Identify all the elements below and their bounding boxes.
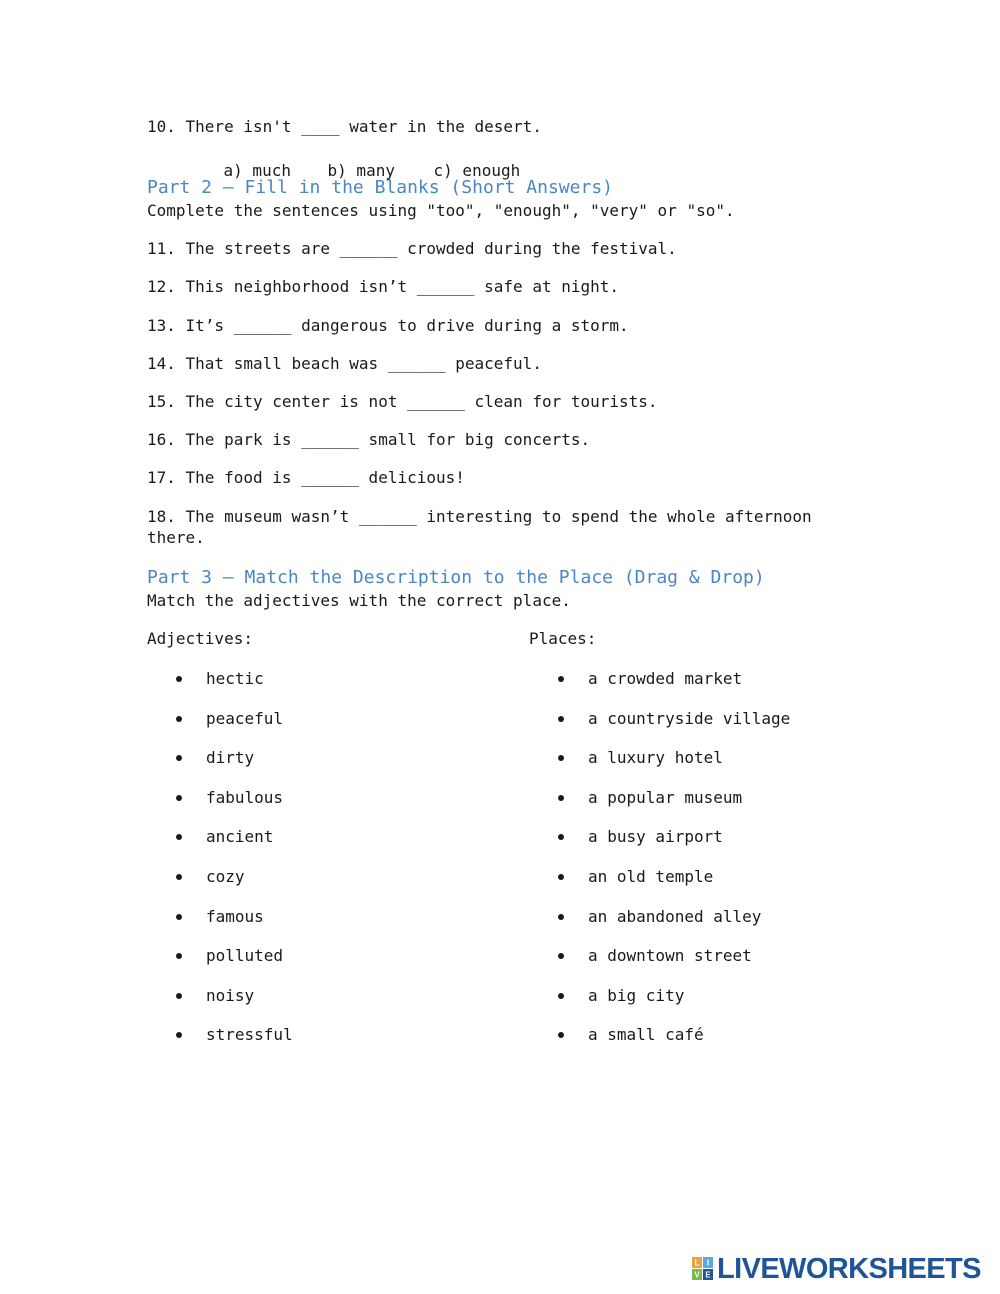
- logo-text: LIVEWORKSHEETS: [717, 1253, 981, 1285]
- adjective-text: fabulous: [206, 787, 284, 807]
- bullet-icon: [176, 993, 182, 999]
- svg-text:L: L: [694, 1258, 700, 1268]
- place-item[interactable]: [529, 945, 847, 985]
- adjective-item[interactable]: [147, 1024, 507, 1064]
- bullet-icon: [558, 1032, 564, 1038]
- adjective-item[interactable]: [147, 866, 507, 906]
- adjective-text: dirty: [206, 748, 255, 768]
- place-item[interactable]: [529, 668, 847, 708]
- bullet-icon: [558, 755, 564, 761]
- adjectives-label: Adjectives:: [147, 629, 253, 648]
- question-16: 16. The park is ______ small for big concerts.: [147, 430, 591, 449]
- option-c[interactable]: c) enough: [433, 161, 521, 180]
- bullet-icon: [558, 914, 564, 920]
- adjective-text: ancient: [206, 827, 274, 847]
- adjective-item[interactable]: [147, 985, 507, 1025]
- bullet-icon: [176, 676, 182, 682]
- bullet-icon: [558, 874, 564, 880]
- place-text: an old temple: [588, 866, 714, 886]
- worksheet-page: [147, 0, 847, 1294]
- place-item[interactable]: [529, 985, 847, 1025]
- question-12: 12. This neighborhood isn’t ______ safe at night.: [147, 277, 620, 296]
- place-text: a crowded market: [588, 669, 743, 688]
- question-14: 14. That small beach was ______ peaceful.: [147, 354, 542, 373]
- adjective-item[interactable]: [147, 668, 507, 708]
- place-item[interactable]: [529, 787, 847, 827]
- adjective-text: stressful: [206, 1025, 293, 1045]
- adjective-item[interactable]: [147, 906, 507, 946]
- bullet-icon: [558, 676, 564, 682]
- places-list: [529, 668, 847, 1064]
- place-text: a downtown street: [588, 946, 752, 966]
- adjective-text: peaceful: [206, 708, 284, 728]
- place-text: an abandoned alley: [588, 906, 762, 926]
- bullet-icon: [558, 716, 564, 722]
- adjective-item[interactable]: [147, 945, 507, 985]
- place-item[interactable]: [529, 747, 847, 787]
- places-label: Places:: [529, 629, 597, 648]
- adjective-item[interactable]: [147, 787, 507, 827]
- svg-text:E: E: [705, 1270, 711, 1280]
- bullet-icon: [176, 874, 182, 880]
- part-2-instruction: Complete the sentences using "too", "enough", "very" or "so".: [147, 201, 735, 220]
- adjective-text: cozy: [206, 866, 245, 886]
- bullet-icon: [176, 755, 182, 761]
- adjective-item[interactable]: [147, 708, 507, 748]
- question-18: 18. The museum wasn’t ______ interesting to spend the whole afternoon: [147, 507, 812, 526]
- place-text: a busy airport: [588, 827, 723, 847]
- bullet-icon: [176, 716, 182, 722]
- bullet-icon: [176, 1032, 182, 1038]
- place-text: a big city: [588, 985, 685, 1005]
- place-item[interactable]: [529, 1024, 847, 1064]
- place-item[interactable]: [529, 708, 847, 748]
- question-17: 17. The food is ______ delicious!: [147, 468, 465, 487]
- adjective-text: noisy: [206, 985, 255, 1005]
- bullet-icon: [558, 795, 564, 801]
- adjective-item[interactable]: [147, 826, 507, 866]
- adjective-text: famous: [206, 906, 264, 926]
- place-text: a small café: [588, 1025, 704, 1045]
- bullet-icon: [558, 953, 564, 959]
- bullet-icon: [558, 834, 564, 840]
- bullet-icon: [176, 914, 182, 920]
- option-a[interactable]: a) much: [223, 161, 291, 180]
- bullet-icon: [176, 953, 182, 959]
- svg-text:I: I: [706, 1258, 710, 1268]
- place-text: a luxury hotel: [588, 748, 723, 768]
- place-item[interactable]: [529, 826, 847, 866]
- place-text: a popular museum: [588, 787, 743, 807]
- part-3-heading: Part 3 – Match the Description to the Place (Drag & Drop): [147, 567, 765, 588]
- bullet-icon: [558, 993, 564, 999]
- bullet-icon: [176, 834, 182, 840]
- question-18-continued: there.: [147, 528, 205, 547]
- adjective-text: hectic: [206, 669, 264, 688]
- question-13: 13. It’s ______ dangerous to drive during a storm.: [147, 316, 629, 335]
- part-2-heading: Part 2 – Fill in the Blanks (Short Answers): [147, 177, 613, 198]
- adjectives-list: [147, 668, 507, 1064]
- place-item[interactable]: [529, 866, 847, 906]
- option-b[interactable]: b) many: [327, 161, 395, 180]
- question-11: 11. The streets are ______ crowded during the festival.: [147, 239, 677, 258]
- adjective-item[interactable]: [147, 747, 507, 787]
- question-10: 10. There isn't ____ water in the desert.: [147, 117, 542, 136]
- svg-text:V: V: [694, 1270, 700, 1280]
- question-15: 15. The city center is not ______ clean for tourists.: [147, 392, 658, 411]
- adjective-text: polluted: [206, 946, 284, 966]
- bullet-icon: [176, 795, 182, 801]
- liveworksheets-logo[interactable]: [692, 1255, 992, 1285]
- logo-mark-icon: [692, 1257, 714, 1281]
- place-text: a countryside village: [588, 708, 791, 728]
- part-3-instruction: Match the adjectives with the correct place.: [147, 591, 571, 610]
- place-item[interactable]: [529, 906, 847, 946]
